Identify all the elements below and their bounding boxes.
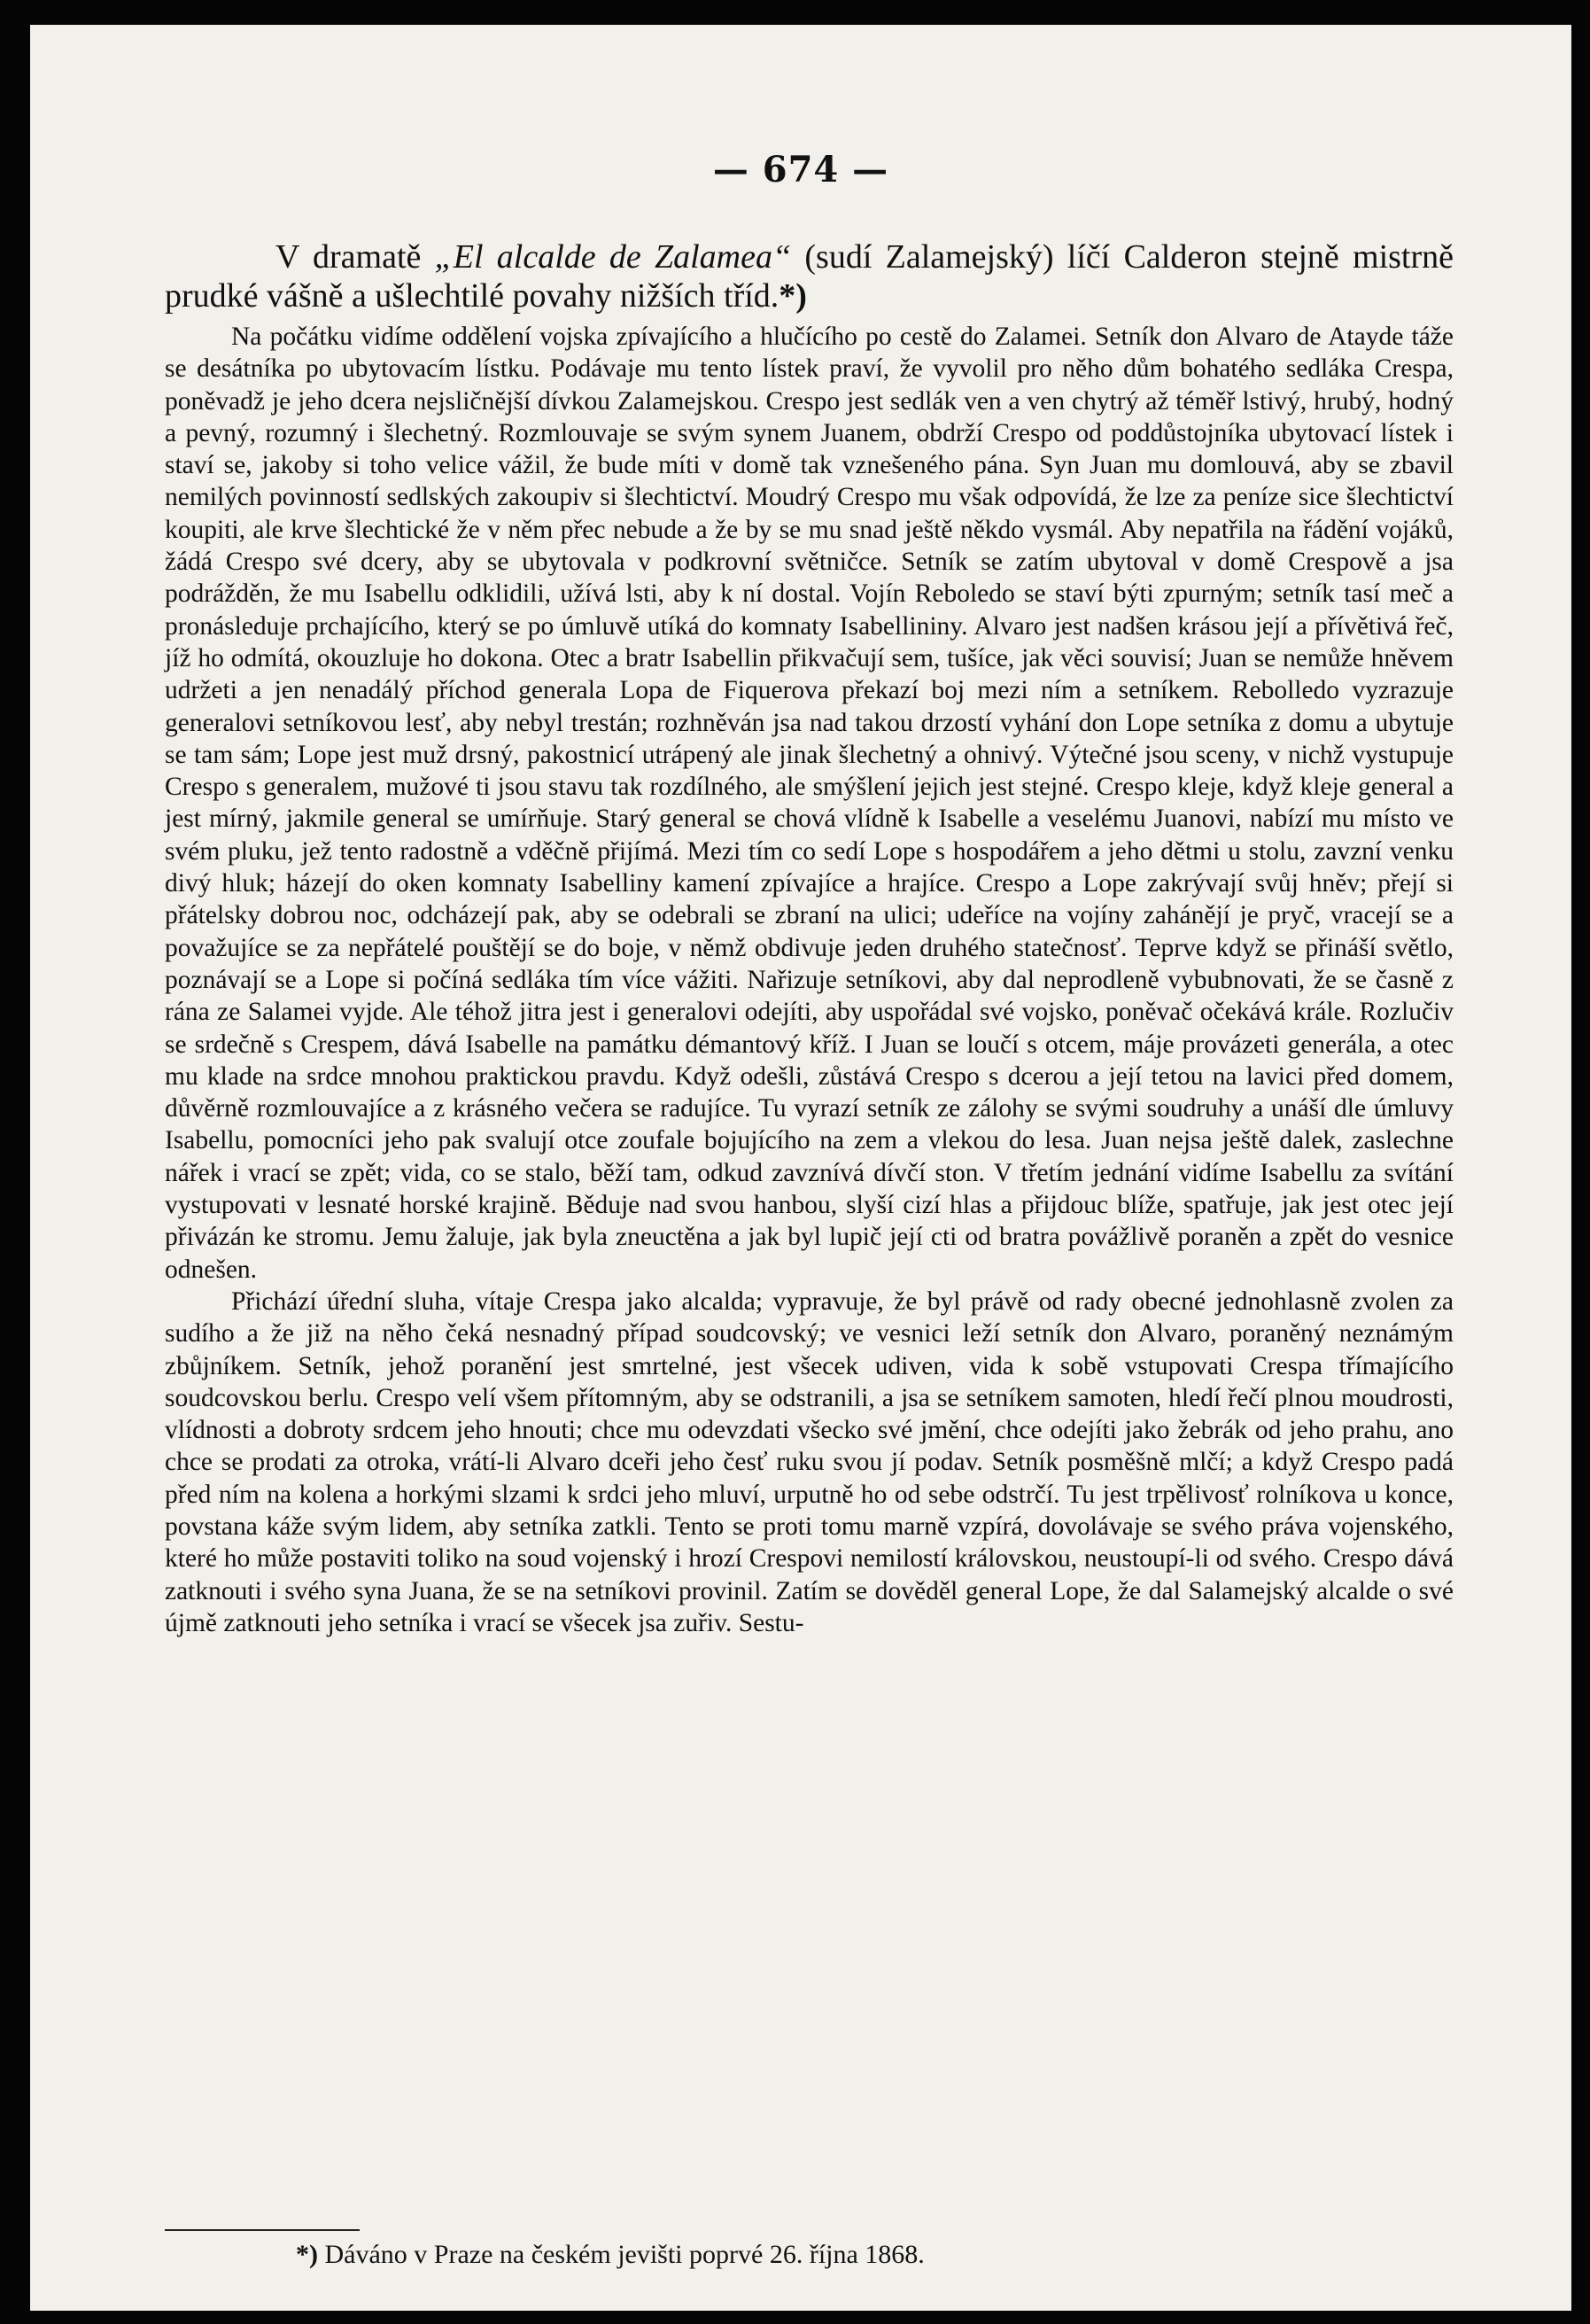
footnote-marker: *) xyxy=(296,2240,318,2269)
play-title: „El alcalde de Zalamea“ xyxy=(434,238,792,276)
book-page xyxy=(30,25,1571,2311)
lead-before-title: V dramatě xyxy=(275,238,435,276)
page-number: — 674 — xyxy=(712,149,889,190)
footnote-reference: *) xyxy=(779,277,807,315)
footnote xyxy=(296,2240,925,2270)
paragraph-synopsis-1: Na počátku vidíme oddělení vojska zpívajícího a hlučícího po cestě do Zalamei. Setník don Alvaro de Atayde táže se desátníka po ubytovacím lístku. Podávaje mu tento lístek praví, že vyvolil pro něho dům bohatého sedláka Crespa, poněvadž je jeho dcera nejsličnější dívkou Zalamejskou. Crespo jest sedlák ven a ven chytrý až téměř lstivý, hrubý, hodný a pevný, rozumný i šlechetný. Rozmlouvaje se svým synem Juanem, obdrží Crespo od poddůstojníka ubytovací lístek i staví se, jakoby si toho velice vážil, že bude míti v domě tak vznešeného pána. Syn Juan mu domlouvá, aby se zbavil nemilých povinností sedlských zakoupiv si šlechtictví. Moudrý Crespo mu však odpovídá, že lze za peníze sice šlechtictví koupiti, ale krve šlechtické že v něm přec nebude a že by se mu snad ještě někdo vysmál. Aby nepatřila na řádění vojáků, žádá Crespo své dcery, aby se ubytovala v podkrovní světničce. Setník se zatím ubytoval v domě Crespově a jsa podrážděn, že mu Isabellu odklidili, užívá lsti, aby k ní dostal. Vojín Reboledo se staví býti zpurným; setník tasí meč a pronásleduje prchajícího, který se po úmluvě utíká do komnaty Isabellininy. Alvaro jest nadšen krásou její a přívětivá řeč, jíž ho odmítá, okouzluje ho dokona. Otec a bratr Isabellin přikvačují sem, tušíce, jak věci souvisí; Juan se nemůže hněvem udržeti a jen nenadálý příchod generala Lopa de Fiquerova překazí boj mezi ním a setníkem. Rebolledo vyzrazuje generalovi setníkovou lesť, aby nebyl trestán; rozhněván jsa nad takou drzostí vyhání don Lope setníka z domu a ubytuje se tam sám; Lope jest muž drsný, pakostnicí utrápený ale jinak šlechetný a ohnivý. Výtečné jsou sceny, v nichž vystupuje Crespo s generalem, mužové ti jsou stavu tak rozdílného, ale smýšlení jejich jest stejné. Crespo kleje, když kleje general a jest mírný, jakmile general se umírňuje. Starý general se chová vlídně k Isabelle a veselému Juanovi, nabízí mu místo ve svém pluku, jež tento radostně a vděčně přijímá. Mezi tím co sedí Lope s hospodářem a jeho dětmi u stolu, zavzní venku divý hluk; házejí do oken komnaty Isabelliny kamení zpívajíce a hrajíce. Crespo a Lope zakrývají svůj hněv; přejí si přátelsky dobrou noc, odcházejí pak, aby se odebrali se zbraní na ulici; udeříce na vojíny zahánějí je pryč, vracejí se a považujíce se za nepřátelé pouštějí se do boje, v němž obdivuje jeden druhého statečnosť. Teprve když se přináší světlo, poznávají se a Lope si počíná sedláka tím více vážiti. Nařizuje setníkovi, aby dal neprodleně vybubnovati, že se časně z rána ze Salamei vyjde. Ale téhož jitra jest i generalovi odejíti, aby uspořádal své vojsko, poněvač očekává krále. Rozlučiv se srdečně s Crespem, dává Isabelle na památku démantový kříž. I Juan se loučí s otcem, máje provázeti generála, a otec mu klade na srdce mnohou praktickou pravdu. Když odešli, zůstává Crespo s dcerou a její tetou na lavici před domem, důvěrně rozmlouvajíce a z krásného večera se radujíce. Tu vyrazí setník ze zálohy se svými soudruhy a unáší dle úmluvy Isabellu, pomocníci jeho pak svalují otce zoufale bojujícího na zem a vlekou do lesa. Juan nejsa ještě dalek, zaslechne nářek i vrací se zpět; vida, co se stalo, běží tam, odkud zavznívá dívčí ston. V třetím jednání vidíme Isabellu za svítání vystupovati v lesnaté horské krajině. Běduje nad svou hanbou, slyší cizí hlas a přijdouc blíže, spatřuje, jak jest otec její přivázán ke stromu. Jemu žaluje, jak byla zneuctěna a jak byl lupič její cti od bratra povážlivě poraněn a zpět do vesnice odnešen. xyxy=(165,323,1454,1284)
body-text xyxy=(165,237,1454,1639)
lead-paragraph xyxy=(165,237,1454,315)
footnote-text: Dáváno v Praze na českém jevišti poprvé 26. října 1868. xyxy=(318,2240,925,2269)
paragraph-synopsis-2: Přichází úřední sluha, vítaje Crespa jako alcalda; vypravuje, že byl právě od rady obecné jednohlasně zvolen za sudího a že již na něho čeká nesnadný případ soudcovský; ve vesnici leží setník don Alvaro, poraněný neznámým zbůjníkem. Setník, jehož poranění jest smrtelné, jest všecek udiven, vida k sobě vstupovati Crespa třímajícího soudcovskou berlu. Crespo velí všem přítomným, aby se odstranili, a jsa se setníkem samoten, hledí řečí plnou moudrosti, vlídnosti a dobroty srdcem jeho hnouti; chce mu odevzdati všecko své jmění, chce odejíti jako žebrák od jeho prahu, ano chce se prodati za otroka, vrátí-li Alvaro dceři jeho česť ruku svou jí podav. Setník posměšně mlčí; a když Crespo padá před ním na kolena a horkými slzami k srdci jeho mluví, urputně ho od sebe odstrčí. Tu jest trpělivosť rolníkova u konce, povstana káže svým lidem, aby setníka zatkli. Tento se proti tomu marně vzpírá, dovolávaje se svého práva vojenského, které ho může postaviti toliko na soud vojenský i hrozí Crespovi nemilostí královskou, neustoupí-li od svého. Crespo dává zatknouti i svého syna Juana, že se na setníkovi provinil. Zatím se dověděl general Lope, že dal Salamejský alcalde o své újmě zatknouti jeho setníka i vrací se všecek jsa zuřiv. Sestu- xyxy=(165,1286,1454,1637)
footnote-divider xyxy=(165,2229,360,2231)
lead-after-title: (sudí Zalamejský) líčí Calderon stejně mistrně prudké vášně a ušlechtilé povahy nižších tříd. xyxy=(165,238,1454,315)
